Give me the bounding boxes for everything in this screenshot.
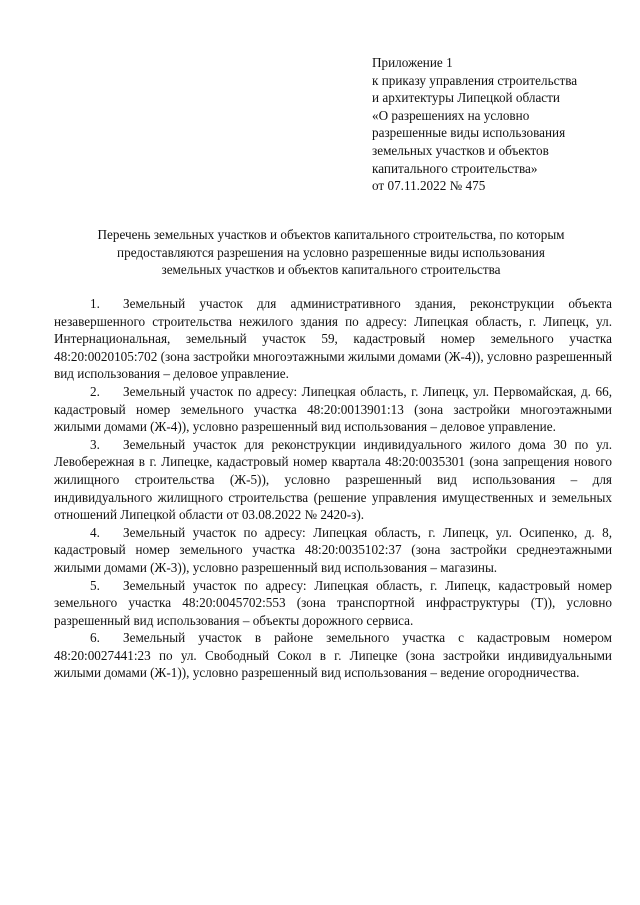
item-text: Земельный участок по адресу: Липецкая область, г. Липецк, кадастровый номер земельного участка 48:20:0045702:553 (зона транспортной инфраструктуры (Т)), условно разрешенный вид использования – объекты дорожного сервиса.	[54, 577, 612, 628]
item-list	[54, 295, 612, 682]
item-number: 5.	[90, 577, 100, 593]
title-line: Перечень земельных участков и объектов капитального строительства, по которым	[97, 227, 565, 242]
appendix-line: земельных участков и объектов	[372, 142, 549, 158]
list-item	[54, 436, 612, 524]
appendix-line: капитального строительства»	[372, 160, 538, 176]
document-title	[48, 226, 614, 279]
item-number: 3.	[90, 436, 100, 452]
list-item	[54, 577, 612, 630]
item-text: Земельный участок по адресу: Липецкая область, г. Липецк, ул. Осипенко, д. 8, кадастровый номер земельного участка 48:20:0035102:37 (зона застройки среднеэтажными жилыми домами (Ж-3)), условно разрешенный вид использования – магазины.	[54, 524, 612, 575]
item-text: Земельный участок для реконструкции индивидуального жилого дома 30 по ул. Левобережная в г. Липецке, кадастровый номер квартала 48:20:0035301 (зона запрещения нового жилищного строительства (Ж-5)), условно разрешенный вид использования – для индивидуального жилищного строительства (решение управления имущественных и земельных отношений Липецкой области от 03.08.2022 № 2420-з).	[54, 436, 612, 523]
item-number: 1.	[90, 296, 100, 311]
appendix-line: Приложение 1	[372, 55, 453, 70]
item-text: Земельный участок по адресу: Липецкая область, г. Липецк, ул. Первомайская, д. 66, кадастровый номер земельного участка 48:20:0013901:13 (зона застройки многоэтажными жилыми домами (Ж-4)), условно разрешенный вид использования – деловое управление.	[54, 383, 612, 435]
appendix-header	[372, 54, 617, 195]
item-number: 6.	[90, 630, 100, 646]
item-text: Земельный участок в районе земельного участка с кадастровым номером 48:20:0027441:23 по ул. Свободный Сокол в г. Липецке (зона застройки индивидуальными жилыми домами (Ж-1)), условно разрешенный вид использования – ведение огородничества.	[54, 630, 612, 681]
item-number: 2.	[90, 383, 100, 399]
title-line: предоставляются разрешения на условно разрешенные виды использования	[117, 244, 545, 260]
appendix-line: разрешенные виды использования	[372, 125, 566, 141]
title-line: земельных участков и объектов капитального строительства	[161, 262, 501, 278]
list-item	[54, 295, 612, 383]
appendix-line: «О разрешениях на условно	[372, 107, 530, 123]
list-item	[54, 383, 612, 436]
item-text: Земельный участок для административного здания, реконструкции объекта незавершенного строительства нежилого здания по адресу: Липецкая область, г. Липецк, ул. Интернациональная, земельный участок 59, кадастровый номер земельного участка 48:20:0020105:702 (зона застройки многоэтажными жилыми домами (Ж-4)), условно разрешенный вид использования – деловое управление.	[54, 296, 612, 382]
appendix-line: и архитектуры Липецкой области	[372, 90, 560, 106]
appendix-line: от 07.11.2022 № 475	[372, 178, 486, 194]
list-item	[54, 629, 612, 682]
item-number: 4.	[90, 524, 100, 540]
appendix-line: к приказу управления строительства	[372, 72, 578, 88]
list-item	[54, 524, 612, 577]
